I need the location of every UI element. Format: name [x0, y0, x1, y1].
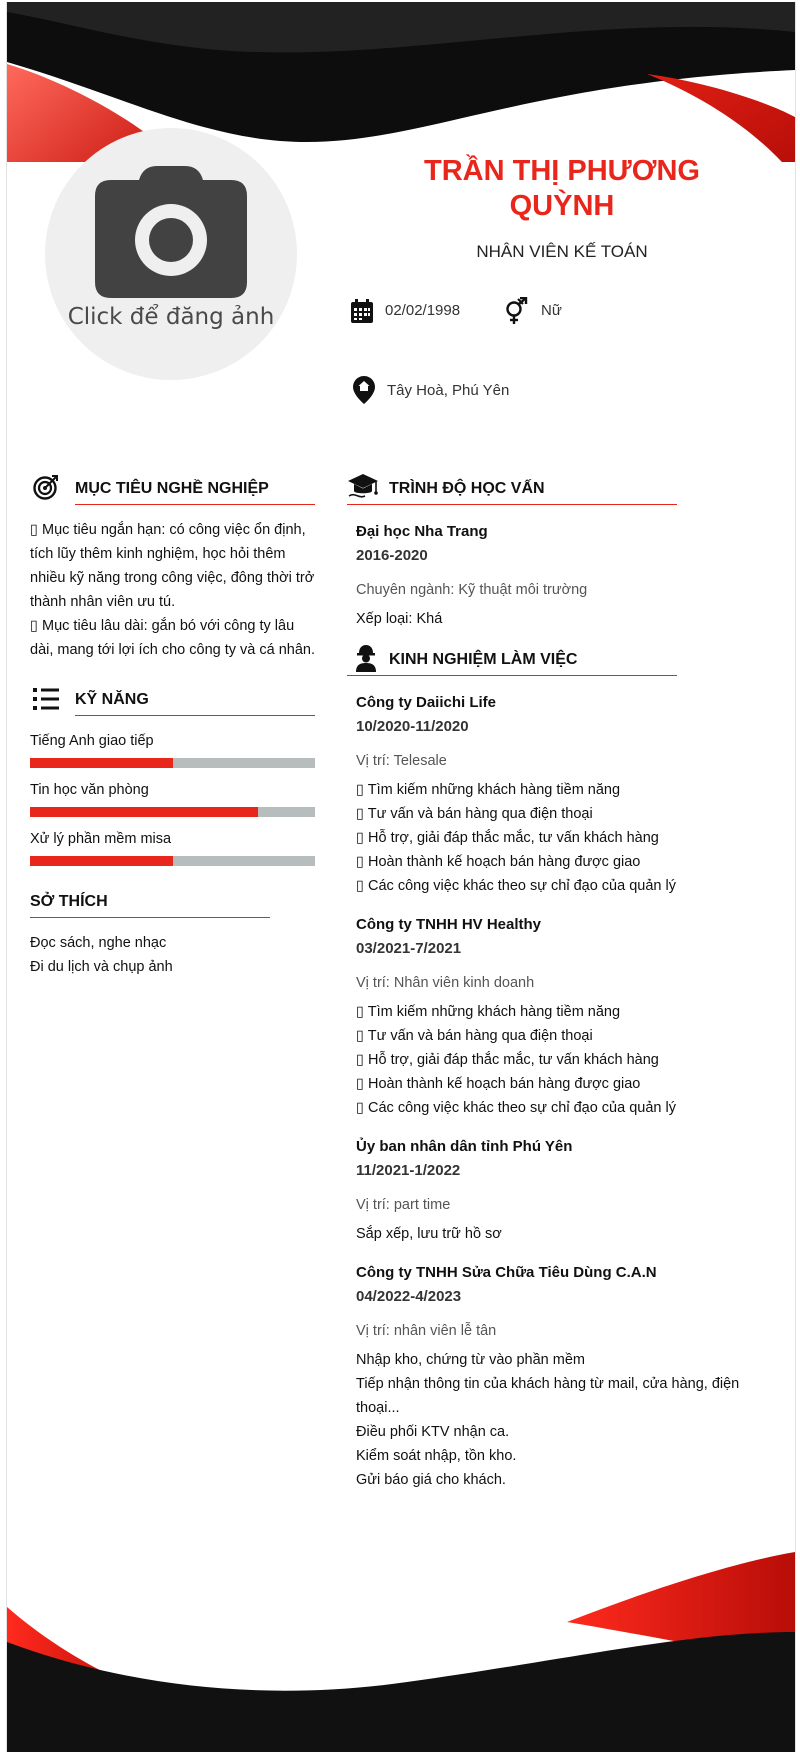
duty-item: ▯ Tư vấn và bán hàng qua điện thoại — [356, 1028, 593, 1044]
objective-line: dài, mang tới lợi ích cho công ty và cá nhân. — [30, 642, 316, 658]
education-divider — [347, 504, 677, 505]
job-company: Công ty Daiichi Life — [356, 694, 497, 711]
objective-line: ▯ Mục tiêu ngắn hạn: có công việc ổn định, — [30, 522, 306, 538]
objective-text — [30, 518, 330, 662]
education-major: Chuyên ngành: Kỹ thuật môi trường — [356, 582, 588, 598]
duty-item: ▯ Các công việc khác theo sự chỉ đạo của quản lý — [356, 878, 676, 894]
gender-icon — [503, 297, 529, 325]
duty-item: ▯ Tìm kiếm những khách hàng tiềm năng — [356, 1004, 621, 1020]
cv-page — [6, 2, 796, 1752]
job-position: Vị trí: nhân viên lễ tân — [356, 1323, 497, 1339]
skill-bar — [30, 807, 315, 817]
name-line-1: TRẦN THỊ PHƯƠNG — [424, 155, 700, 187]
duty-item: Điều phối KTV nhận ca. — [356, 1424, 510, 1440]
hobby-item: Đi du lịch và chụp ảnh — [30, 959, 173, 975]
location-pin-icon — [353, 376, 375, 404]
education-grade: Xếp loại: Khá — [356, 611, 443, 627]
duty-item: ▯ Tìm kiếm những khách hàng tiềm năng — [356, 782, 621, 798]
address: Tây Hoà, Phú Yên — [387, 382, 510, 399]
worker-icon — [354, 644, 378, 672]
gender: Nữ — [541, 302, 562, 319]
job-position: Vị trí: Telesale — [356, 753, 447, 769]
objective-divider — [75, 504, 315, 505]
objective-line: ▯ Mục tiêu lâu dài: gắn bó với công ty lâu — [30, 618, 295, 634]
hobbies-divider — [30, 917, 270, 918]
job-company: Công ty TNHH HV Healthy — [356, 916, 542, 933]
education-title: TRÌNH ĐỘ HỌC VẤN — [389, 480, 545, 497]
job-title: NHÂN VIÊN KẾ TOÁN — [476, 242, 648, 261]
duty-item: Tiếp nhận thông tin của khách hàng từ mail, cửa hàng, điện — [356, 1376, 740, 1392]
address-row — [353, 376, 533, 404]
experience-title: KINH NGHIỆM LÀM VIỆC — [389, 651, 578, 668]
avatar-upload[interactable] — [45, 128, 297, 380]
skill-label: Tin học văn phòng — [30, 782, 149, 798]
graduation-cap-icon — [347, 472, 379, 500]
skill-level-fill — [30, 856, 173, 866]
job-company: Ủy ban nhân dân tỉnh Phú Yên — [356, 1138, 573, 1155]
skill-bar — [30, 758, 315, 768]
duty-item: ▯ Hỗ trợ, giải đáp thắc mắc, tư vấn khách hàng — [356, 1052, 659, 1068]
job-period: 10/2020-11/2020 — [356, 718, 469, 735]
list-icon — [33, 688, 59, 710]
target-icon — [33, 474, 59, 500]
skill-level-fill — [30, 807, 258, 817]
skill-label: Tiếng Anh giao tiếp — [30, 733, 154, 749]
duty-item: Gửi báo giá cho khách. — [356, 1472, 506, 1488]
job-period: 11/2021-1/2022 — [356, 1162, 461, 1179]
birth-date-row — [351, 299, 491, 325]
job-period: 03/2021-7/2021 — [356, 940, 462, 957]
education-years: 2016-2020 — [356, 547, 428, 564]
job-duties — [356, 1000, 776, 1120]
objective-line: nhiều kỹ năng trong công việc, đông thời trở — [30, 570, 315, 586]
bottom-wave-decoration — [7, 1532, 795, 1752]
objective-line: tích lũy thêm kinh nghiệm, học hỏi thêm — [30, 546, 286, 562]
job-duties — [356, 778, 776, 898]
hobbies-list — [30, 931, 320, 979]
duty-item: Nhập kho, chứng từ vào phần mềm — [356, 1352, 585, 1368]
duty-item: thoại... — [356, 1400, 400, 1416]
birth-date: 02/02/1998 — [385, 302, 461, 319]
job-company: Công ty TNHH Sửa Chữa Tiêu Dùng C.A.N — [356, 1264, 657, 1281]
name-line-2: QUỲNH — [509, 190, 615, 222]
hobby-item: Đọc sách, nghe nhạc — [30, 935, 167, 951]
job-position: Vị trí: Nhân viên kinh doanh — [356, 975, 535, 991]
gender-row — [503, 297, 583, 325]
upload-label: Click để đăng ảnh — [67, 304, 275, 330]
duty-item: ▯ Hỗ trợ, giải đáp thắc mắc, tư vấn khách hàng — [356, 830, 659, 846]
objective-title: MỤC TIÊU NGHỀ NGHIỆP — [75, 480, 269, 497]
duty-item: ▯ Tư vấn và bán hàng qua điện thoại — [356, 806, 593, 822]
skills-title: KỸ NĂNG — [75, 691, 149, 708]
duty-item: Kiểm soát nhập, tồn kho. — [356, 1448, 517, 1464]
skill-bar — [30, 856, 315, 866]
school-name: Đại học Nha Trang — [356, 523, 488, 540]
job-period: 04/2022-4/2023 — [356, 1288, 462, 1305]
skill-label: Xử lý phần mềm misa — [30, 831, 172, 847]
job-duties — [356, 1222, 776, 1246]
job-position: Vị trí: part time — [356, 1197, 451, 1213]
duty-item: ▯ Hoàn thành kế hoạch bán hàng được giao — [356, 854, 641, 870]
calendar-icon — [351, 299, 373, 323]
hobbies-title: SỞ THÍCH — [30, 893, 108, 910]
job-duties — [356, 1348, 776, 1492]
skill-level-fill — [30, 758, 173, 768]
candidate-name — [397, 154, 727, 224]
skills-divider — [75, 715, 315, 716]
objective-line: thành nhân viên ưu tú. — [30, 594, 176, 610]
duty-item: ▯ Các công việc khác theo sự chỉ đạo của quản lý — [356, 1100, 676, 1116]
experience-divider — [347, 675, 677, 676]
duty-item: Sắp xếp, lưu trữ hồ sơ — [356, 1226, 502, 1242]
duty-item: ▯ Hoàn thành kế hoạch bán hàng được giao — [356, 1076, 641, 1092]
camera-icon — [95, 166, 247, 298]
